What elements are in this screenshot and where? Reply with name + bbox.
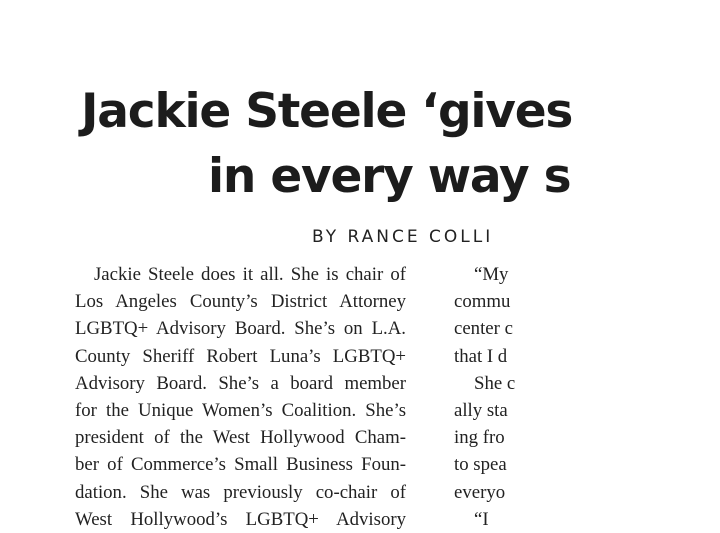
body-line: center c: [454, 318, 513, 340]
body-line: president of the West Hollywood Cham-: [75, 427, 406, 449]
body-line: West Hollywood’s LGBTQ+ Advisory: [75, 508, 406, 530]
body-line: “I: [474, 508, 489, 530]
body-line: for the Unique Women’s Coalition. She’s: [75, 400, 406, 422]
body-line: dation. She was previously co-chair of: [75, 481, 406, 503]
article-column-2: [454, 261, 516, 533]
body-line: Los Angeles County’s District Attorney: [75, 291, 406, 313]
body-line: Jackie Steele does it all. She is chair of: [94, 264, 406, 285]
body-line: She c: [474, 372, 516, 394]
headline-line-2: in every way s: [208, 149, 571, 204]
body-line: commu: [454, 291, 511, 313]
body-line: that I d: [454, 345, 508, 367]
body-line: ally sta: [454, 400, 508, 422]
body-line: County Sheriff Robert Luna’s LGBTQ+: [75, 345, 406, 367]
body-line: Advisory Board. She’s a board member: [75, 372, 406, 394]
body-line: LGBTQ+ Advisory Board. She’s on L.A.: [75, 318, 406, 340]
body-line: ber of Commerce’s Small Business Foun-: [75, 454, 406, 476]
byline: BY RANCE COLLI: [312, 227, 494, 247]
body-line: to spea: [454, 454, 507, 476]
body-line: “My: [474, 264, 509, 285]
body-line: everyo: [454, 481, 506, 503]
headline-line-1: Jackie Steele ‘gives: [81, 84, 573, 139]
article-column-1: [75, 261, 406, 533]
body-line: ing fro: [454, 427, 505, 449]
